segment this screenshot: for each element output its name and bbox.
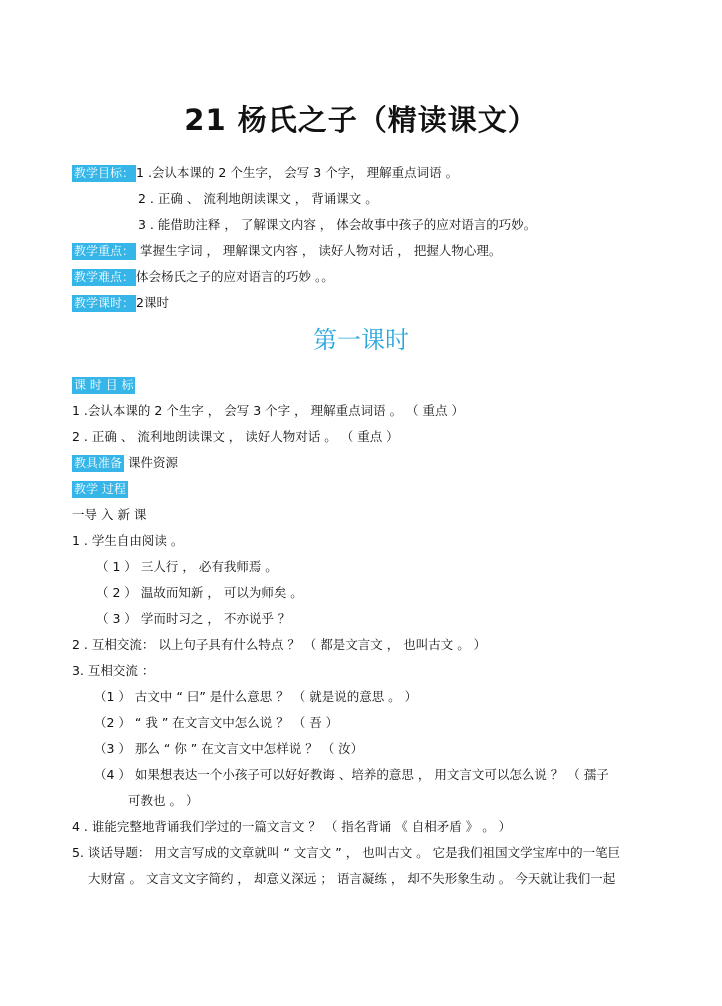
step-5: 5. 谈话导题： 用文言写成的文章就叫 “ 文言文 ” ， 也叫古文 。 它是我们祖国文学宝库中的一笔巨 [72, 845, 621, 860]
step-1-item-3: （ 3 ） 学而时习之 ， 不亦说乎 ？ [96, 611, 291, 626]
lesson-goal-2: 2 . 正确 、 流利地朗读课文 ， 读好人物对话 。 （ 重点 ） [72, 429, 399, 444]
goal-item-3: 3 . 能借助注释 ， 了解课文内容 ， 体会故事中孩子的应对语言的巧妙。 [138, 217, 537, 232]
section-heading-intro: 一导 入 新 课 [72, 507, 147, 522]
goal-item-1: 1 .会认本课的 2 个生字， 会写 3 个字， 理解重点词语 。 [136, 165, 459, 180]
teaching-hours-row [72, 294, 169, 312]
teaching-process-row [72, 480, 128, 498]
step-3-item-4: （4 ） 如果想表达一个小孩子可以好好教诲 、培养的意思 ， 用文言文可以怎么说 ？ （ 孺子 [94, 767, 609, 782]
teaching-tools-label: 教具准备 [74, 456, 123, 470]
lesson-title: 第一课时 [313, 326, 409, 354]
step-5-continued: 大财富 。 文言文文字简约 ， 却意义深远 ； 语言凝练 ， 却不失形象生动 。 今天就让我们一起 [88, 871, 616, 886]
step-1-item-2: （ 2 ） 温故而知新 ， 可以为师矣 。 [96, 585, 303, 600]
teaching-goals-row [72, 164, 458, 182]
lesson-goal-1: 1 .会认本课的 2 个生字 ， 会写 3 个字 ， 理解重点词语 。 （ 重点 ） [72, 403, 464, 418]
lesson-goals-label: 课 时 目 标 [74, 378, 134, 392]
step-3-item-2: （2 ） “ 我 ” 在文言文中怎么说 ？ （ 吾 ） [94, 715, 339, 730]
document-title: 21 杨氏之子（精读课文） [184, 103, 538, 137]
teaching-difficulty-row [72, 268, 334, 286]
step-3-item-1: （1 ） 古文中 “ 曰” 是什么意思 ？ （ 就是说的意思 。 ） [94, 689, 418, 704]
teaching-hours-label: 教学课时： [74, 296, 135, 310]
teaching-tools-text: 课件资源 [124, 455, 178, 470]
step-3-item-3: （3 ） 那么 “ 你 ” 在文言文中怎样说 ？ （ 汝） [94, 741, 364, 756]
teaching-hours-text: 2课时 [136, 295, 169, 310]
lesson-goals-label-row [72, 376, 135, 394]
goal-item-2: 2 . 正确 、 流利地朗读课文 ， 背诵课文 。 [138, 191, 378, 206]
teaching-goals-label: 教学目标： [74, 166, 135, 180]
step-1-item-1: （ 1 ） 三人行 ， 必有我师焉 。 [96, 559, 278, 574]
teaching-tools-row [72, 454, 178, 472]
teaching-process-label: 教学 过程 [74, 482, 126, 496]
step-2: 2 . 互相交流： 以上句子具有什么特点 ？ （ 都是文言文 ， 也叫古文 。 ） [72, 637, 487, 652]
teaching-difficulty-label: 教学难点： [74, 270, 135, 284]
teaching-focus-label: 教学重点： [74, 244, 135, 258]
step-3-item-4-continued: 可教也 。 ） [128, 793, 199, 808]
teaching-difficulty-text: 体会杨氏之子的应对语言的巧妙 。。 [136, 269, 334, 284]
step-3: 3. 互相交流 ： [72, 663, 155, 678]
step-1: 1 . 学生自由阅读 。 [72, 533, 184, 548]
teaching-focus-row [72, 242, 501, 260]
teaching-focus-text: 掌握生字词 ， 理解课文内容 ， 读好人物对话 ， 把握人物心理。 [136, 243, 502, 258]
step-4: 4 . 谁能完整地背诵我们学过的一篇文言文 ？ （ 指名背诵 《 自相矛盾 》 。 ） [72, 819, 512, 834]
